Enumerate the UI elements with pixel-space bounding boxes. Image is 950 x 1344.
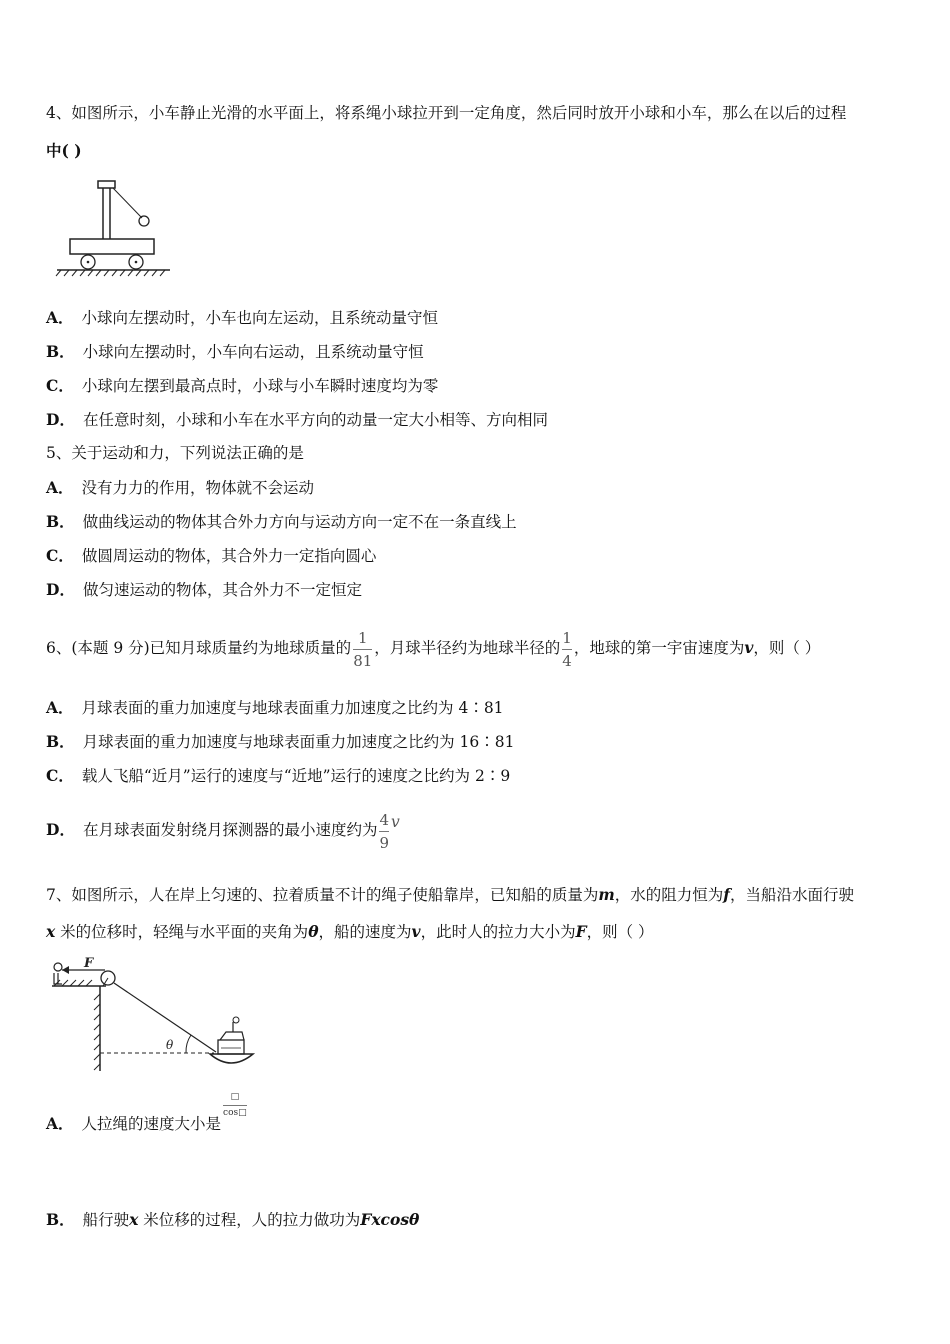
option-label: A． <box>46 698 74 717</box>
q4-option-b <box>46 342 424 362</box>
option-label: C． <box>46 376 74 395</box>
q6-stem-d: ，则（ ） <box>753 639 821 657</box>
option-label: A． <box>46 478 74 497</box>
q6-option-b <box>46 732 515 752</box>
q6-option-a <box>46 698 504 718</box>
option-label: C． <box>46 766 74 785</box>
q4-stem-line1: 4、如图所示，小车静止光滑的水平面上，将系绳小球拉开到一定角度，然后同时放开小球和小车，那么在以后的过程 <box>46 104 847 122</box>
q6-stem <box>46 616 820 680</box>
option-label: B． <box>46 732 75 751</box>
fraction-1-81: $\frac{1}{81}$ <box>353 628 373 670</box>
option-label: C． <box>46 546 74 565</box>
fraction-1-4: $\frac{1}{4}$ <box>562 628 572 670</box>
q7-option-a: A． 人拉绳的速度大小是 $\frac{□}{\cos□}$ <box>46 1091 247 1133</box>
q4-option-a <box>46 308 438 328</box>
option-label: B． <box>46 342 75 361</box>
option-text: 在任意时刻，小球和小车在水平方向的动量一定大小相等、方向相同 <box>82 411 548 429</box>
q6-stem-b: ，月球半径约为地球半径的 <box>374 639 561 657</box>
option-label: D． <box>46 580 75 599</box>
q7-stem-line2: x 米的位移时，轻绳与水平面的夹角为θ，船的速度为v，此时人的拉力大小为F，则（ ） <box>46 922 654 941</box>
option-text: 做曲线运动的物体其合外力方向与运动方向一定不在一条直线上 <box>82 513 517 531</box>
q5-stem: 5、关于运动和力，下列说法正确的是 <box>46 444 304 462</box>
cart-pendulum-figure <box>55 178 175 278</box>
fraction-v-over-cos: $\frac{□}{\cos□}$ <box>223 1091 247 1118</box>
q5-option-d <box>46 580 362 600</box>
q6-stem-c: ，地球的第一宇宙速度为 <box>573 639 745 657</box>
q5-option-c <box>46 546 376 566</box>
q7-option-b: B． 船行驶x 米位移的过程，人的拉力做功为Fxcosθ <box>46 1210 420 1229</box>
option-label: D． <box>46 410 75 429</box>
theta-label: θ <box>166 1038 174 1052</box>
option-text: 月球表面的重力加速度与地球表面重力加速度之比约为 4∶81 <box>81 699 504 717</box>
option-text: 小球向左摆动时，小车也向左运动，且系统动量守恒 <box>81 309 439 327</box>
fraction-4-9: $\frac{4}{9}$ <box>379 810 390 852</box>
option-text: 没有力力的作用，物体就不会运动 <box>81 479 315 497</box>
q6-stem-a: 6、(本题 9 分)已知月球质量约为地球质量的 <box>46 639 352 657</box>
q4-option-d <box>46 410 548 430</box>
option-text: 载人飞船“近月”运行的速度与“近地”运行的速度之比约为 2∶9 <box>81 767 511 785</box>
var-v: v <box>744 638 754 657</box>
option-label: B． <box>46 512 75 531</box>
q5-option-b <box>46 512 517 532</box>
boat-rope-figure <box>48 956 258 1076</box>
q4-option-c <box>46 376 438 396</box>
option-text: 小球向左摆到最高点时，小球与小车瞬时速度均为零 <box>81 377 439 395</box>
option-text: 小球向左摆动时，小车向右运动，且系统动量守恒 <box>82 343 424 361</box>
option-label: A． <box>46 308 74 327</box>
force-label: F <box>84 956 94 971</box>
q6-option-d: D． 在月球表面发射绕月探测器的最小速度约为 $\frac{4}{9}$ v <box>46 810 400 852</box>
q7-stem-line1: 7、如图所示，人在岸上匀速的、拉着质量不计的绳子使船靠岸，已知船的质量为m，水的阻力恒为f，当船沿水面行驶 <box>46 885 854 904</box>
option-text: 做圆周运动的物体，其合外力一定指向圆心 <box>81 547 377 565</box>
q6-option-c <box>46 766 510 786</box>
option-text: 月球表面的重力加速度与地球表面重力加速度之比约为 16∶81 <box>82 733 515 751</box>
q5-option-a <box>46 478 314 498</box>
q4-stem-line2: 中( ) <box>46 141 82 160</box>
option-text: 做匀速运动的物体，其合外力不一定恒定 <box>82 581 362 599</box>
